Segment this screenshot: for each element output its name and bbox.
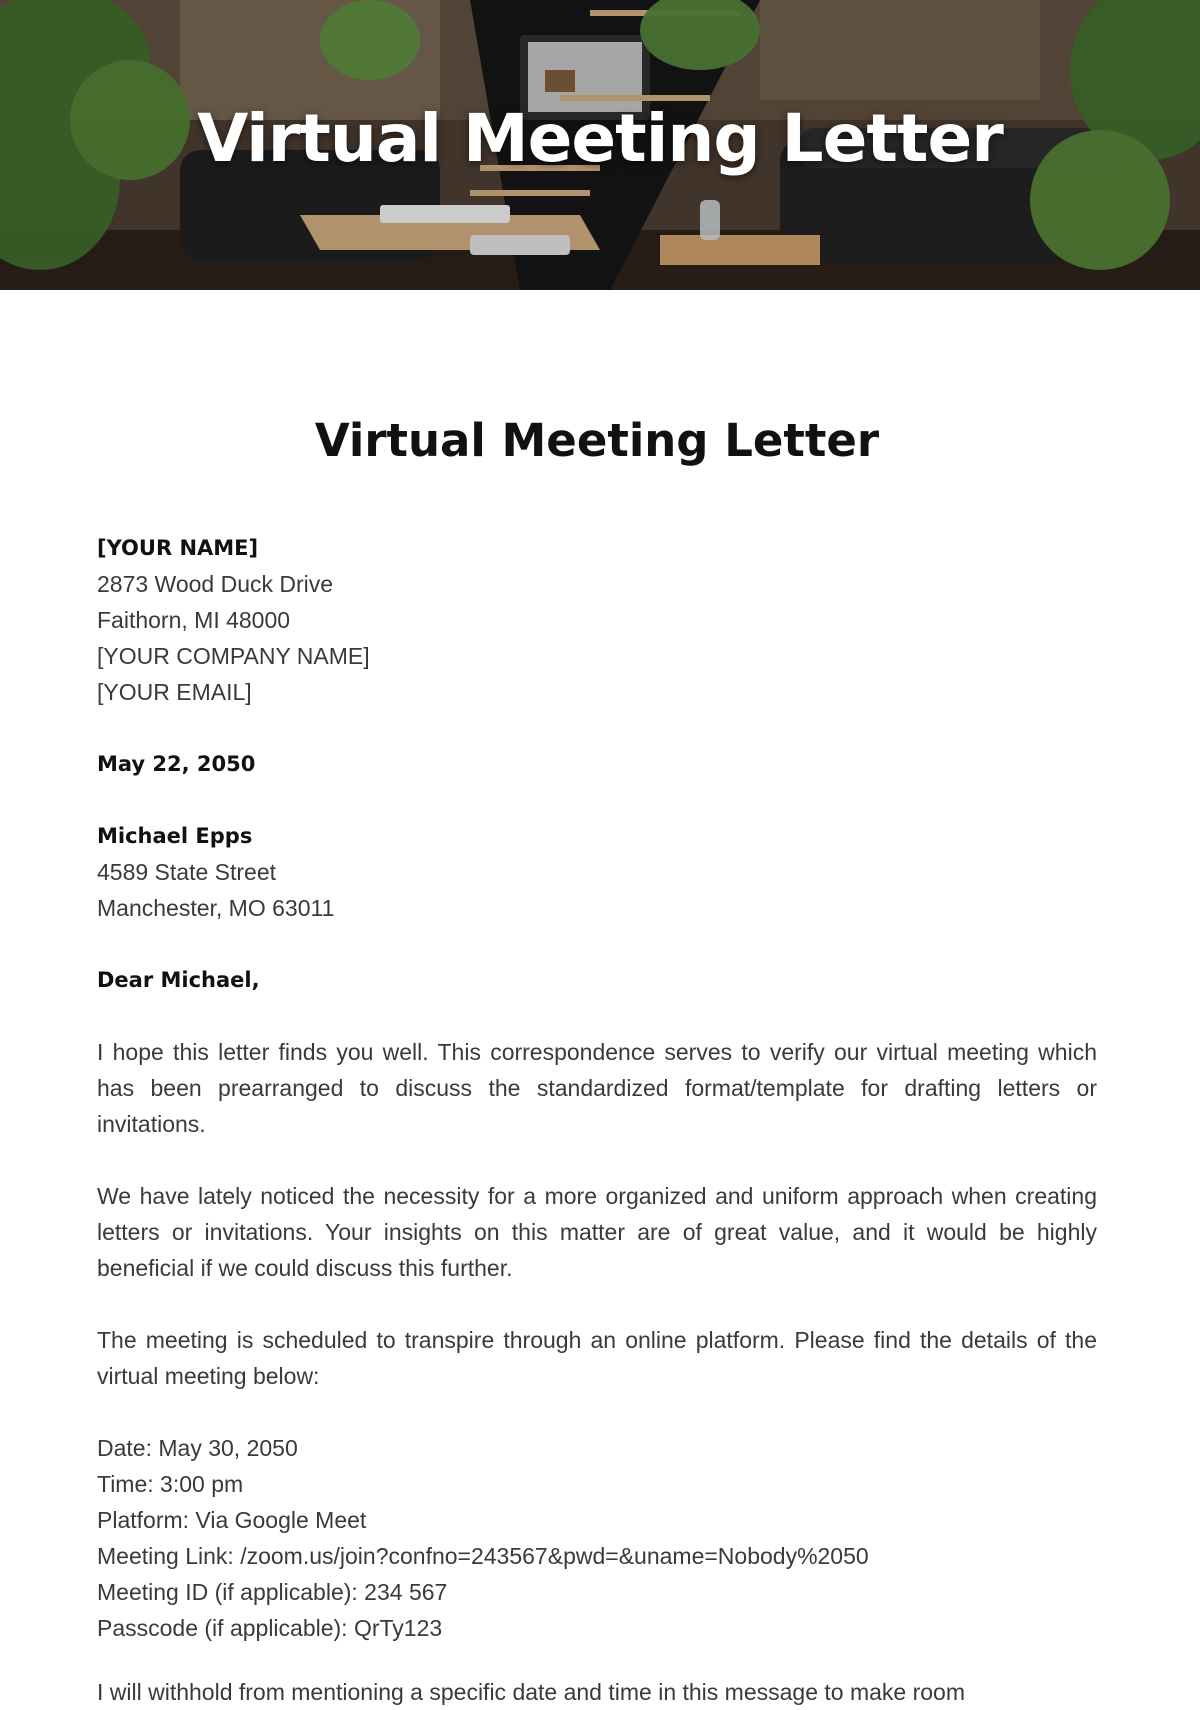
meeting-date: Date: May 30, 2050 xyxy=(97,1435,298,1461)
meeting-time: Time: 3:00 pm xyxy=(97,1471,244,1497)
recipient-block xyxy=(97,818,1097,926)
letter-date: May 22, 2050 xyxy=(97,752,256,776)
sender-company: [YOUR COMPANY NAME] xyxy=(97,643,370,669)
sender-email: [YOUR EMAIL] xyxy=(97,679,252,705)
meeting-link: Meeting Link: /zoom.us/join?confno=243567&pwd=&uname=Nobody%2050 xyxy=(97,1543,869,1569)
letter-date-block xyxy=(97,746,1097,782)
paragraph: We have lately noticed the necessity for a more organized and uniform approach when creating letters or invitations. Your insights on this matter are of great value, and it would be highly beneficial if we could discuss this further. xyxy=(97,1183,1097,1281)
meeting-passcode: Passcode (if applicable): QrTy123 xyxy=(97,1615,443,1641)
recipient-name: Michael Epps xyxy=(97,824,253,848)
sender-address-line2: Faithorn, MI 48000 xyxy=(97,607,291,633)
sender-address-line1: 2873 Wood Duck Drive xyxy=(97,571,334,597)
document-title: Virtual Meeting Letter xyxy=(314,414,880,467)
cut-off-paragraph xyxy=(97,1674,1097,1710)
sender-block xyxy=(97,530,1097,710)
hero-title: Virtual Meeting Letter xyxy=(197,100,1003,177)
paragraph: The meeting is scheduled to transpire through an online platform. Please find the details of the virtual meeting below: xyxy=(97,1327,1097,1389)
cut-off-line: I will withhold from mentioning a specific date and time in this message to make room xyxy=(97,1679,966,1705)
meeting-details xyxy=(97,1430,1097,1646)
salutation-block xyxy=(97,962,1097,998)
recipient-address-line2: Manchester, MO 63011 xyxy=(97,895,335,921)
recipient-address-line1: 4589 State Street xyxy=(97,859,277,885)
paragraph: I hope this letter finds you well. This correspondence serves to verify our virtual meeting which has been prearranged to discuss the standardized format/template for drafting letters or invitations. xyxy=(97,1039,1097,1137)
hero-banner xyxy=(0,0,1200,290)
meeting-id: Meeting ID (if applicable): 234 567 xyxy=(97,1579,448,1605)
salutation: Dear Michael, xyxy=(97,968,260,992)
sender-name: [YOUR NAME] xyxy=(97,536,259,560)
meeting-platform: Platform: Via Google Meet xyxy=(97,1507,367,1533)
